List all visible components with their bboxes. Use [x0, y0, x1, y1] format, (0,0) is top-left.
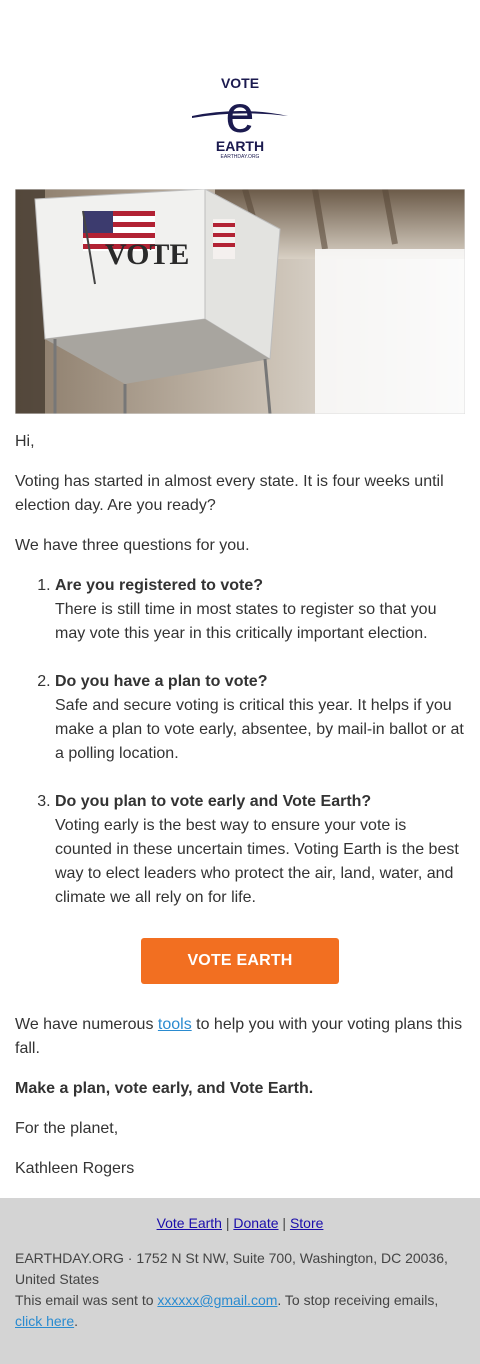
- question-body: There is still time in most states to register so that you may vote this year in this critically important election.: [55, 601, 437, 642]
- list-item: [55, 574, 465, 646]
- sign-off: For the planet,: [15, 1120, 119, 1137]
- logo-top-text: VOTE: [220, 75, 260, 91]
- greeting: Hi,: [15, 433, 35, 450]
- logo-letter: e: [225, 86, 255, 144]
- footer-link-store[interactable]: Store: [289, 1215, 324, 1231]
- question-body: Safe and secure voting is critical this year. It helps if you make a plan to vote early, absentee, by mail-in ballot or at a polling location.: [55, 697, 464, 762]
- unsubscribe-link[interactable]: click here: [15, 1313, 75, 1329]
- footer-org: EARTHDAY.ORG: [15, 1250, 124, 1266]
- end-punct: .: [74, 1313, 79, 1329]
- email-body: [15, 430, 465, 1237]
- list-item: [55, 790, 465, 910]
- vote-earth-logo: [0, 70, 480, 162]
- footer-recipient: [15, 1290, 465, 1332]
- intro-paragraph: Voting has started in almost every state. It is four weeks until election day. Are you ready?: [15, 473, 444, 514]
- lead-paragraph: We have three questions for you.: [15, 537, 250, 554]
- vote-earth-button[interactable]: VOTE EARTH: [141, 938, 339, 984]
- footer-address: [15, 1248, 465, 1290]
- recipient-email-link[interactable]: xxxxxx@gmail.com: [157, 1292, 278, 1308]
- hero-image: [15, 189, 465, 414]
- footer-nav: [0, 1214, 480, 1232]
- tools-text-after: to help you with your voting plans this fall.: [15, 1016, 463, 1057]
- questions-list: [15, 574, 465, 910]
- footer-separator: |: [282, 1215, 287, 1231]
- footer-link-vote-earth[interactable]: Vote Earth: [156, 1215, 222, 1231]
- question-title: 1. Are you registered to vote?: [55, 577, 264, 594]
- question-title: 3. Do you plan to vote early and Vote Earth?: [55, 793, 372, 810]
- list-item: [55, 670, 465, 766]
- question-body: Voting early is the best way to ensure your vote is counted in these uncertain times. Voting Earth is the best way to elect leaders who protect the air, land, water, and climate we all rely on for life.: [55, 817, 459, 906]
- stop-text: . To stop receiving emails,: [277, 1292, 439, 1308]
- sent-to-prefix: This email was sent to: [15, 1292, 158, 1308]
- closing-bold: Make a plan, vote early, and Vote Earth.: [15, 1080, 314, 1097]
- footer-text: [15, 1248, 465, 1332]
- tools-text-before: We have numerous: [15, 1016, 158, 1033]
- tools-link[interactable]: tools: [157, 1016, 192, 1033]
- footer-link-donate[interactable]: Donate: [233, 1215, 279, 1231]
- logo-small-text: EARTHDAY.ORG: [220, 154, 260, 160]
- signer-name: Kathleen Rogers: [15, 1160, 135, 1177]
- logo-bottom-text: EARTH: [215, 138, 265, 154]
- footer-address-text: · 1752 N St NW, Suite 700, Washington, DC 20036, United States: [15, 1250, 448, 1287]
- tools-paragraph: [15, 1013, 465, 1061]
- question-title: 2. Do you have a plan to vote?: [55, 673, 268, 690]
- cta-row: [15, 938, 465, 984]
- booth-vote-text: VOTE: [105, 238, 190, 271]
- footer-separator: |: [225, 1215, 230, 1231]
- email-footer: [0, 1198, 480, 1364]
